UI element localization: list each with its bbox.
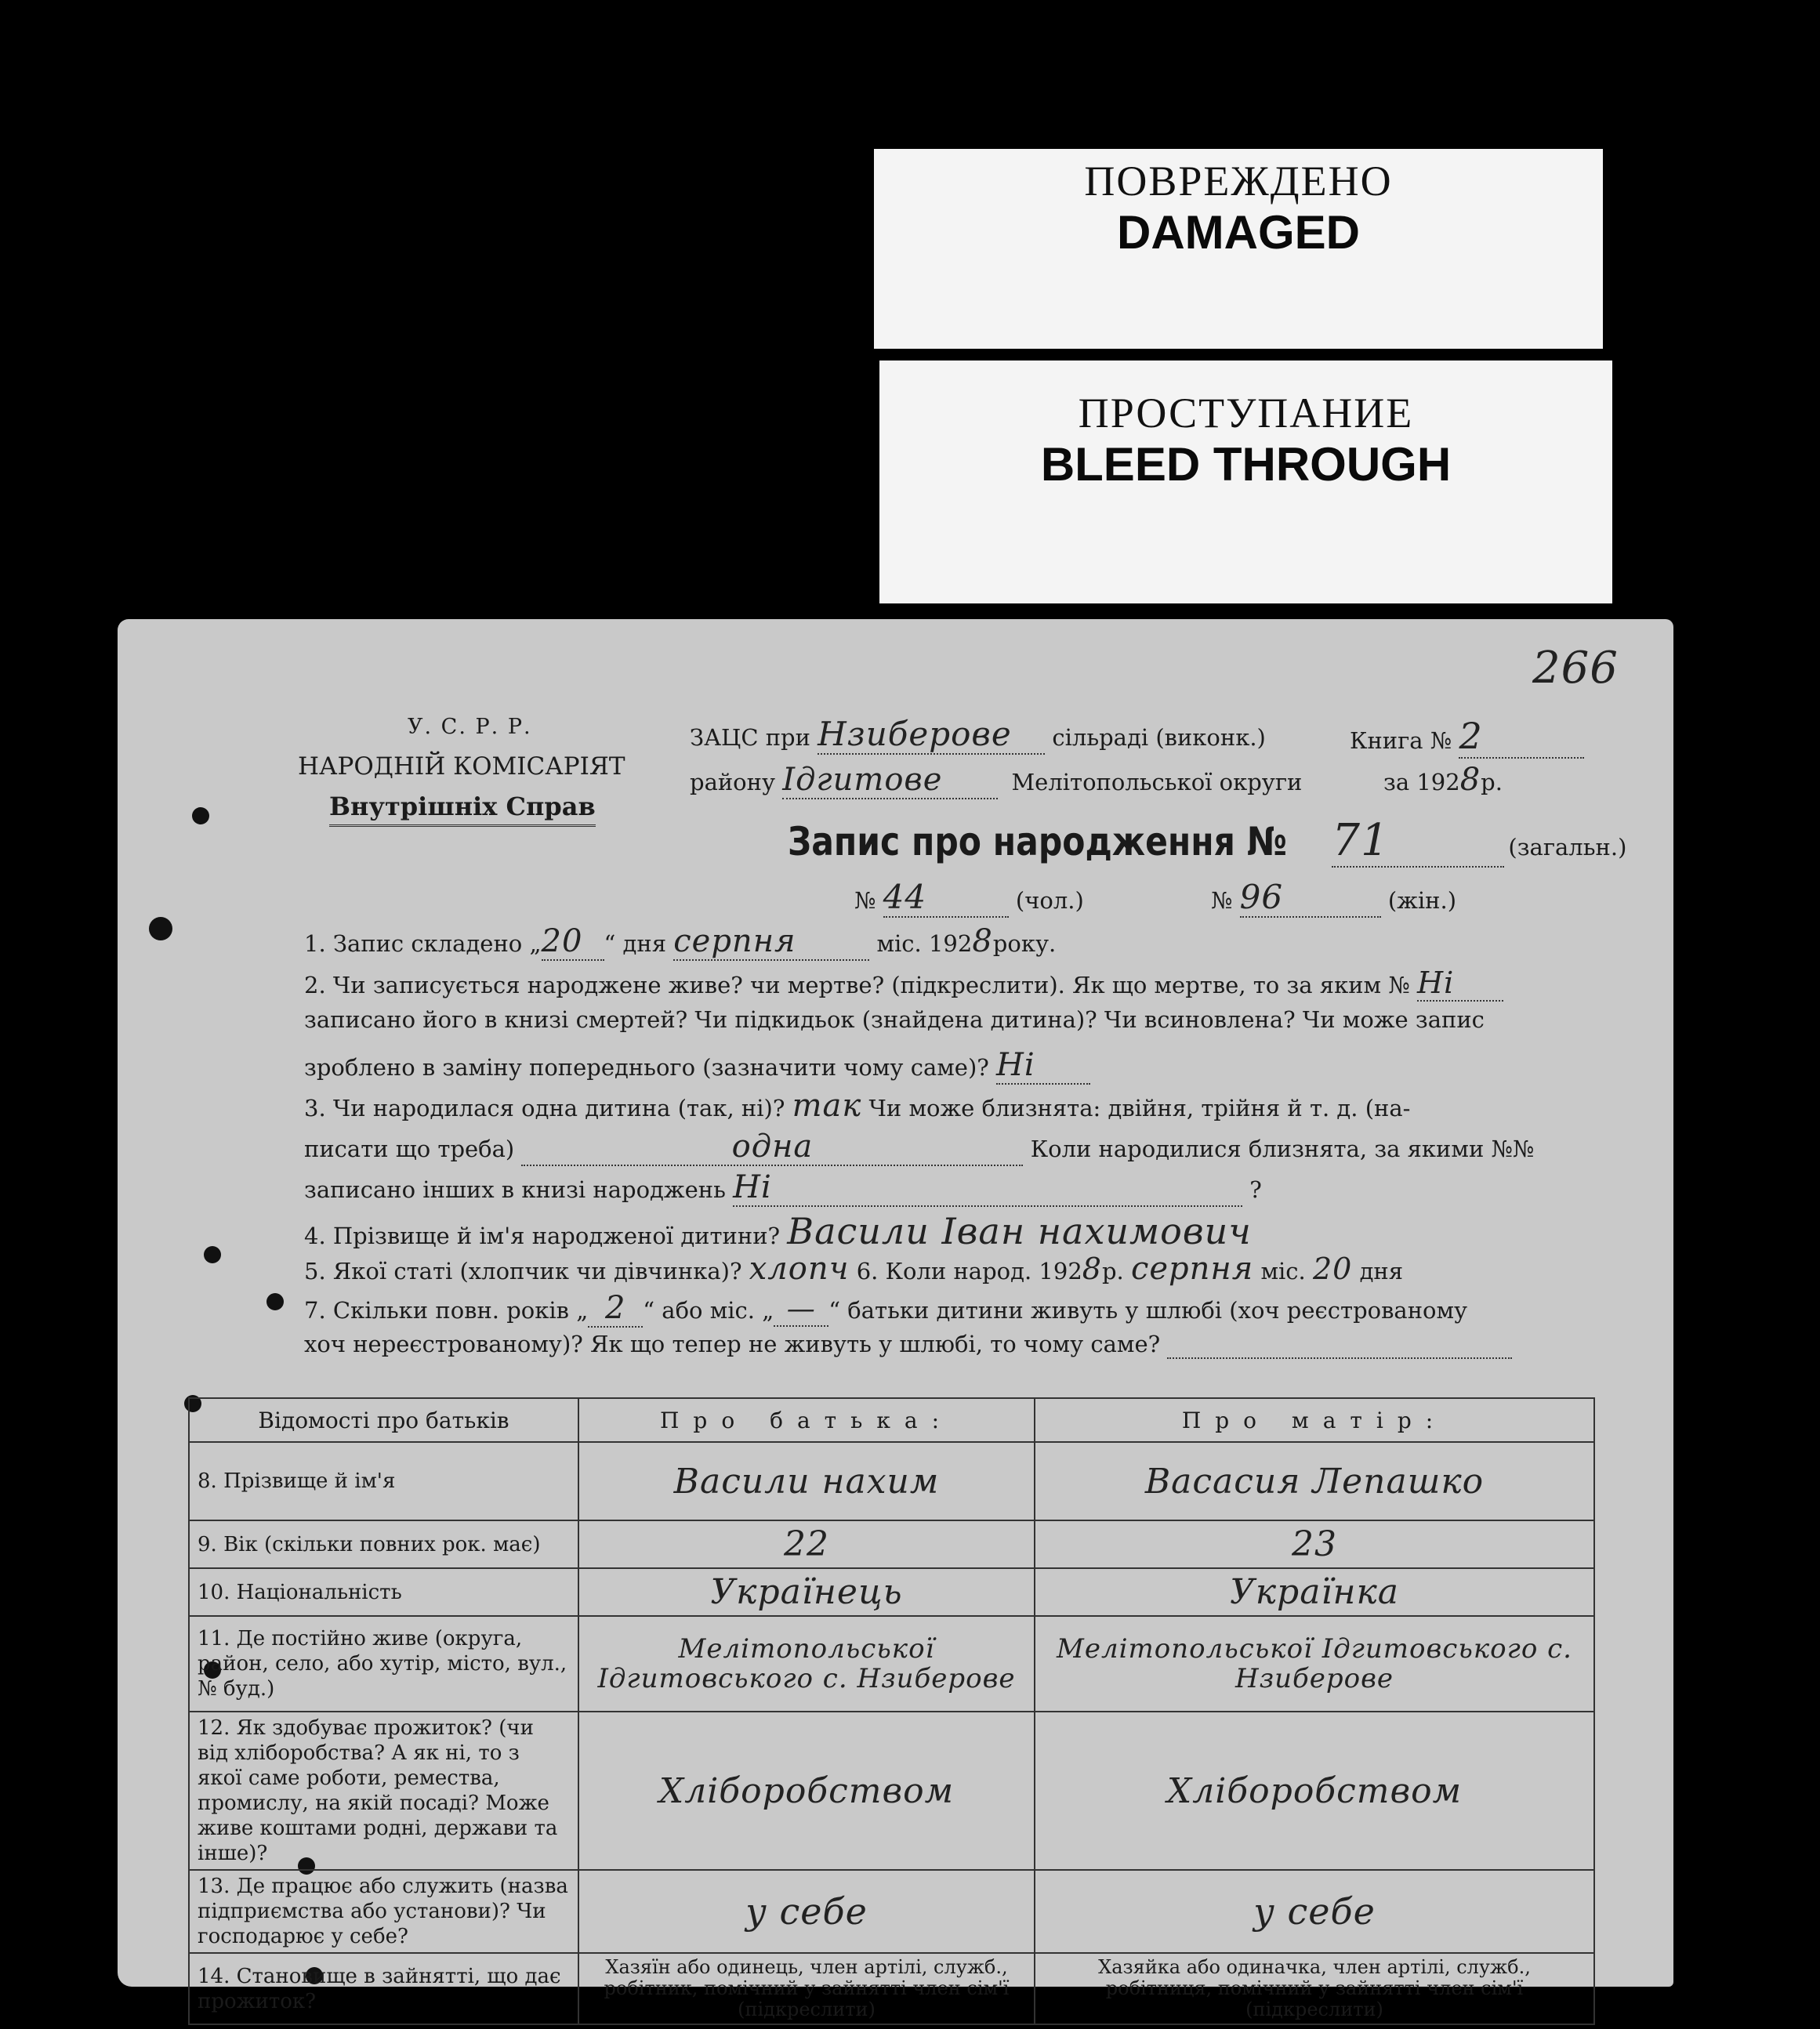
sex-hand: хлопч — [749, 1251, 850, 1287]
table-row — [189, 1712, 1594, 1870]
table-row — [189, 1568, 1594, 1616]
q5-label: 5. Якої статі (хлопчик чи дівчинка)? — [304, 1258, 742, 1284]
q7-line-1b: “ або міс. „ — [643, 1297, 774, 1324]
q1-text-d: року. — [992, 930, 1057, 957]
father-workplace-hand: у себе — [578, 1870, 1035, 1953]
zags-line — [690, 715, 1266, 755]
book-label: Книга № — [1350, 727, 1452, 754]
row-12-question: 12. Як здобуває прожиток? (чи від хліборобства? А як ні, то з якої саме роботи, ремества, промислу, на якій посаді? Може живе коштами родні, держави та інше)? — [189, 1712, 578, 1870]
district-line — [690, 762, 1302, 799]
q2-death-number-hand: Ні — [1417, 966, 1503, 1002]
q7-line-2: хоч нереєстрованому)? Як що тепер не живуть у шлюбі, то чому саме? — [304, 1331, 1161, 1357]
bleed-through-notice-card — [879, 361, 1612, 603]
item-7-line-2 — [304, 1331, 1512, 1359]
q6-mis: міс. — [1260, 1258, 1306, 1284]
damaged-en-label: DAMAGED — [1117, 206, 1360, 259]
record-title-line — [788, 815, 1626, 868]
item-1 — [304, 923, 1056, 961]
table-row — [189, 1616, 1594, 1712]
damaged-ru-label: ПОВРЕЖДЕНО — [1084, 158, 1393, 205]
q1-month-hand: серпня — [673, 923, 869, 961]
year-label: за 192 — [1383, 769, 1460, 795]
q1-day-hand: 20 — [542, 923, 604, 961]
q3-line-2b: Коли народилися близнята, за якими №№ — [1030, 1136, 1535, 1162]
father-livelihood-hand: Хліборобством — [578, 1712, 1035, 1870]
row-8-question: 8. Прізвище й ім'я — [189, 1442, 578, 1520]
father-residence-hand: Мелітопольської Ідгитовського с. Нзиберове — [578, 1616, 1035, 1712]
table-row — [189, 1953, 1594, 2024]
father-status-options: Хазяїн або одинець, член артілі, служб., робітник, помічний у зайнятті член сім'ї (підкреслити) — [578, 1953, 1035, 2024]
table-row — [189, 1520, 1594, 1568]
q3-line-2a: писати що треба) — [304, 1136, 515, 1162]
q2-line-1: 2. Чи записується народжене живе? чи мертве? (підкреслити). Як що мертве, то за яким № — [304, 972, 1410, 998]
table-row — [189, 1870, 1594, 1953]
q2-replacement-hand: Ні — [996, 1047, 1090, 1085]
mother-age-hand: 23 — [1035, 1520, 1594, 1568]
male-prefix: № — [854, 887, 876, 914]
mother-nationality-hand: Українка — [1035, 1568, 1594, 1616]
q6-r: р. — [1101, 1258, 1124, 1284]
year-line — [1383, 762, 1503, 798]
q7-line-1c: “ батьки дитини живуть у шлюбі (хоч реєстрованому — [828, 1297, 1468, 1324]
head-info: Відомості про батьків — [189, 1398, 578, 1442]
q7-answer-blank — [1167, 1331, 1512, 1359]
record-female-line — [1211, 878, 1456, 918]
record-male-line — [854, 878, 1084, 918]
bleed-en-label: BLEED THROUGH — [1040, 438, 1452, 491]
q1-year-hand: 8 — [972, 923, 993, 959]
row-10-question: 10. Національність — [189, 1568, 578, 1616]
district-label: району — [690, 769, 776, 795]
father-nationality-hand: Українець — [578, 1568, 1035, 1616]
table-header-row — [189, 1398, 1594, 1442]
q2-line-3: зроблено в заміну попереднього (зазначити чому саме)? — [304, 1054, 989, 1081]
record-title: Запис про народження № — [788, 819, 1287, 864]
item-2-line-3 — [304, 1047, 1090, 1085]
q3-line-3b: ? — [1249, 1176, 1262, 1203]
birth-month-hand: серпня — [1130, 1251, 1254, 1287]
commissariat-label: НАРОДНІЙ КОМІСАРІЯТ — [298, 752, 625, 781]
page-number: 266 — [1532, 643, 1619, 694]
record-total-hand: 71 — [1332, 815, 1504, 868]
record-total-label: (загальн.) — [1508, 834, 1627, 861]
row-13-question: 13. Де працює або служить (назва підприємства або установи)? Чи господарює у себе? — [189, 1870, 578, 1953]
q3-line-3a: записано інших в книзі народжень — [304, 1176, 726, 1203]
item-3-line-3 — [304, 1169, 1262, 1207]
q3-single-hand: так — [792, 1088, 862, 1124]
male-number-hand: 44 — [883, 878, 1009, 918]
okrug-label: Мелітопольської округи — [1011, 769, 1303, 795]
q3-line-1b: Чи може близнята: двійня, трійня й т. д. (на- — [868, 1095, 1411, 1121]
mother-livelihood-hand: Хліборобством — [1035, 1712, 1594, 1870]
year-hand: 8 — [1459, 762, 1481, 798]
row-11-question: 11. Де постійно живе (округа, район, село, або хутір, місто, вул., № буд.) — [189, 1616, 578, 1712]
q3-twins-hand: Ні — [733, 1169, 1242, 1207]
item-2-line-2: записано його в книзі смертей? Чи підкидьок (знайдена дитина)? Чи всиновлена? Чи може запис — [304, 1006, 1485, 1033]
year-suffix: р. — [1481, 769, 1503, 795]
district-hand: Ідгитове — [782, 762, 998, 799]
q1-text-c: міс. 192 — [876, 930, 973, 957]
child-name-hand: Васили Іван нахимович — [787, 1210, 1252, 1252]
item-3-line-1 — [304, 1088, 1410, 1124]
marriage-years-hand: 2 — [588, 1290, 643, 1328]
q3-count-hand: одна — [521, 1129, 1023, 1166]
country-label: У. С. Р. Р. — [408, 715, 532, 739]
q3-line-1a: 3. Чи народилася одна дитина (так, ні)? — [304, 1095, 785, 1121]
head-father: Про батька: — [578, 1398, 1035, 1442]
mother-residence-hand: Мелітопольської Ідгитовського с. Нзиберове — [1035, 1616, 1594, 1712]
q6-dnia: дня — [1359, 1258, 1404, 1284]
row-9-question: 9. Вік (скільки повних рок. має) — [189, 1520, 578, 1568]
mother-workplace-hand: у себе — [1035, 1870, 1594, 1953]
head-mother: Про матір: — [1035, 1398, 1594, 1442]
bleed-ru-label: ПРОСТУПАНИЕ — [1078, 389, 1414, 437]
table-row — [189, 1442, 1594, 1520]
mother-status-options: Хазяйка або одиначка, член артілі, служб., робітниця, помічний у зайнятті член сім'ї (підкреслити) — [1035, 1953, 1594, 2024]
birth-day-hand: 20 — [1312, 1252, 1353, 1286]
mother-name-hand: Васасия Лепашко — [1035, 1442, 1594, 1520]
female-number-hand: 96 — [1240, 878, 1381, 918]
male-label: (чол.) — [1015, 887, 1084, 914]
book-line — [1350, 715, 1584, 759]
parents-table — [188, 1397, 1595, 2025]
zags-suffix: сільраді (виконк.) — [1052, 724, 1266, 751]
item-3-line-2 — [304, 1129, 1534, 1166]
father-name-hand: Васили нахим — [578, 1442, 1035, 1520]
item-5-6 — [304, 1251, 1403, 1287]
row-14-question: 14. Становище в зайнятті, що дає прожиток? — [189, 1953, 578, 2024]
item-7-line-1 — [304, 1290, 1467, 1328]
father-age-hand: 22 — [578, 1520, 1035, 1568]
marriage-months-hand: — — [774, 1293, 828, 1327]
q1-text-b: “ дня — [604, 930, 667, 957]
book-number-hand: 2 — [1459, 715, 1584, 759]
q4-label: 4. Прізвище й ім'я народженої дитини? — [304, 1223, 781, 1249]
female-prefix: № — [1211, 887, 1233, 914]
damaged-notice-card — [874, 149, 1603, 349]
zags-prefix: ЗАЦС при — [690, 724, 810, 751]
female-label: (жін.) — [1387, 887, 1457, 914]
zags-village-hand: Нзиберове — [818, 715, 1045, 755]
q7-line-1a: 7. Скільки повн. років „ — [304, 1297, 589, 1324]
q1-text-a: 1. Запис складено „ — [304, 930, 542, 957]
item-4 — [304, 1210, 1252, 1252]
birth-year-hand: 8 — [1082, 1252, 1102, 1286]
item-2-line-1 — [304, 966, 1503, 1002]
department-label: Внутрішніх Справ — [329, 792, 596, 827]
q6-label: 6. Коли народ. 192 — [856, 1258, 1082, 1284]
